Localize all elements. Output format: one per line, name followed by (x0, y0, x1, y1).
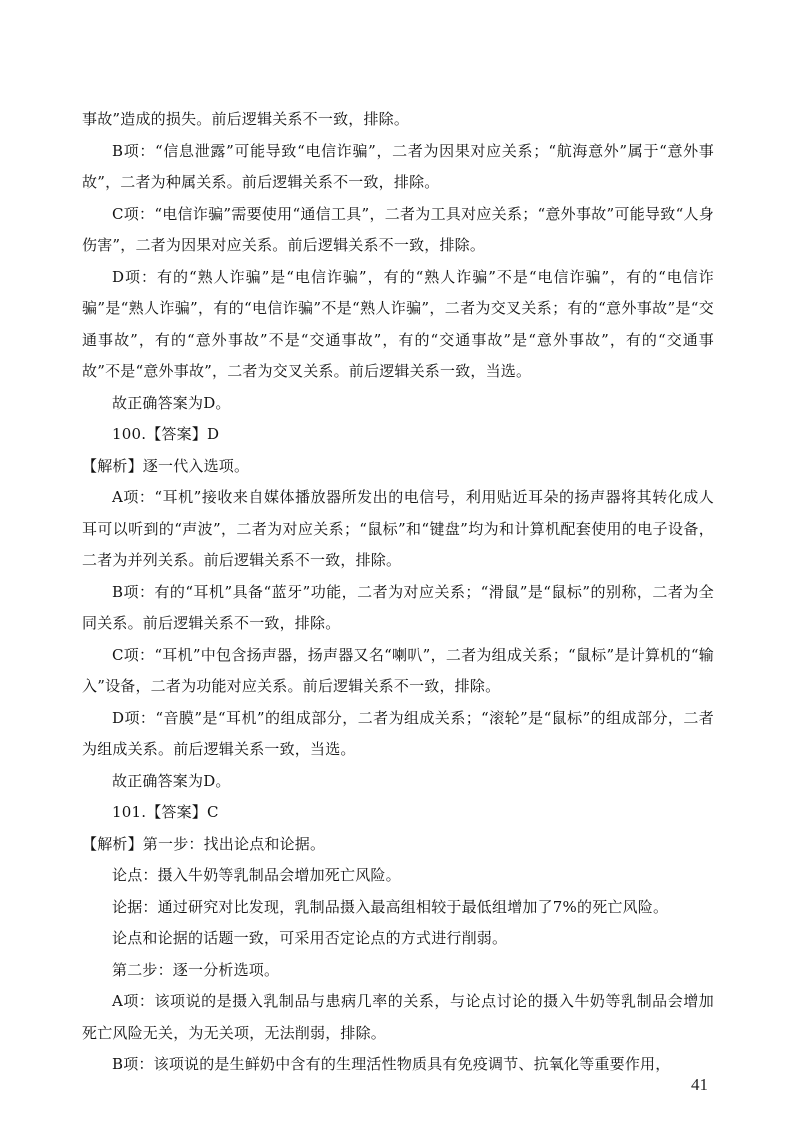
analysis-heading: 【解析】第一步：找出论点和论据。 (82, 834, 326, 853)
option-d-paragraph: D项：“音膜”是“耳机”的组成部分，二者为组成关系；“滚轮”是“鼠标”的组成部分，二者为组成关系。前后逻辑关系一致，当选。 (82, 708, 714, 758)
option-c-paragraph: C项：“电信诈骗”需要使用“通信工具”，二者为工具对应关系；“意外事故”可能导致“人身伤害”，二者为因果对应关系。前后逻辑关系不一致，排除。 (82, 204, 714, 254)
argument-thesis: 论点：摄入牛奶等乳制品会增加死亡风险。 (112, 866, 401, 884)
argument-evidence: 论据：通过研究对比发现，乳制品摄入最高组相较于最低组增加了7%的死亡风险。 (112, 897, 669, 916)
option-b-paragraph: B项：“信息泄露”可能导致“电信诈骗”，二者为因果对应关系；“航海意外”属于“意外事故”，二者为种属关系。前后逻辑关系不一致，排除。 (82, 141, 714, 191)
option-a-paragraph: A项：该项说的是摄入乳制品与患病几率的关系，与论点讨论的摄入牛奶等乳制品会增加死亡风险无关，为无关项，无法削弱，排除。 (82, 992, 714, 1042)
page-content (82, 104, 714, 1081)
option-a-paragraph: A项：“耳机”接收来自媒体播放器所发出的电信号，利用贴近耳朵的扬声器将其转化成人耳可以听到的“声波”，二者为对应关系；“鼠标”和“键盘”均为和计算机配套使用的电子设备，二者为并列关系。前后逻辑关系不一致，排除。 (82, 488, 714, 569)
answer-heading-101: 101.【答案】C (112, 803, 219, 821)
option-c-paragraph: C项：“耳机”中包含扬声器，扬声器又名“喇叭”，二者为组成关系；“鼠标”是计算机的“输入”设备，二者为功能对应关系。前后逻辑关系不一致，排除。 (82, 645, 714, 695)
answer-heading-100: 100.【答案】D (112, 425, 220, 443)
option-d-paragraph: D项：有的“熟人诈骗”是“电信诈骗”，有的“熟人诈骗”不是“电信诈骗”，有的“电信诈骗”是“熟人诈骗”，有的“电信诈骗”不是“熟人诈骗”，二者为交叉关系；有的“意外事故”是“交通事故”，有的“意外事故”不是“交通事故”，有的“交通事故”是“意外事故”，有的“交通事故”不是“意外事故”，二者为交叉关系。前后逻辑关系一致，当选。 (82, 267, 714, 380)
argument-note: 论点和论据的话题一致，可采用否定论点的方式进行削弱。 (112, 929, 508, 947)
step-two-heading: 第二步：逐一分析选项。 (112, 960, 280, 979)
answer-conclusion: 故正确答案为D。 (112, 771, 231, 790)
paragraph: 事故”造成的损失。前后逻辑关系不一致，排除。 (82, 110, 410, 128)
option-b-paragraph: B项：该项说的是生鲜奶中含有的生理活性物质具有免疫调节、抗氧化等重要作用， (112, 1055, 671, 1073)
page-number: 41 (691, 1075, 708, 1094)
option-b-paragraph: B项：有的“耳机”具备“蓝牙”功能，二者为对应关系；“滑鼠”是“鼠标”的别称，二者为全同关系。前后逻辑关系不一致，排除。 (82, 582, 714, 632)
answer-conclusion: 故正确答案为D。 (112, 393, 231, 412)
analysis-heading: 【解析】逐一代入选项。 (82, 456, 250, 475)
